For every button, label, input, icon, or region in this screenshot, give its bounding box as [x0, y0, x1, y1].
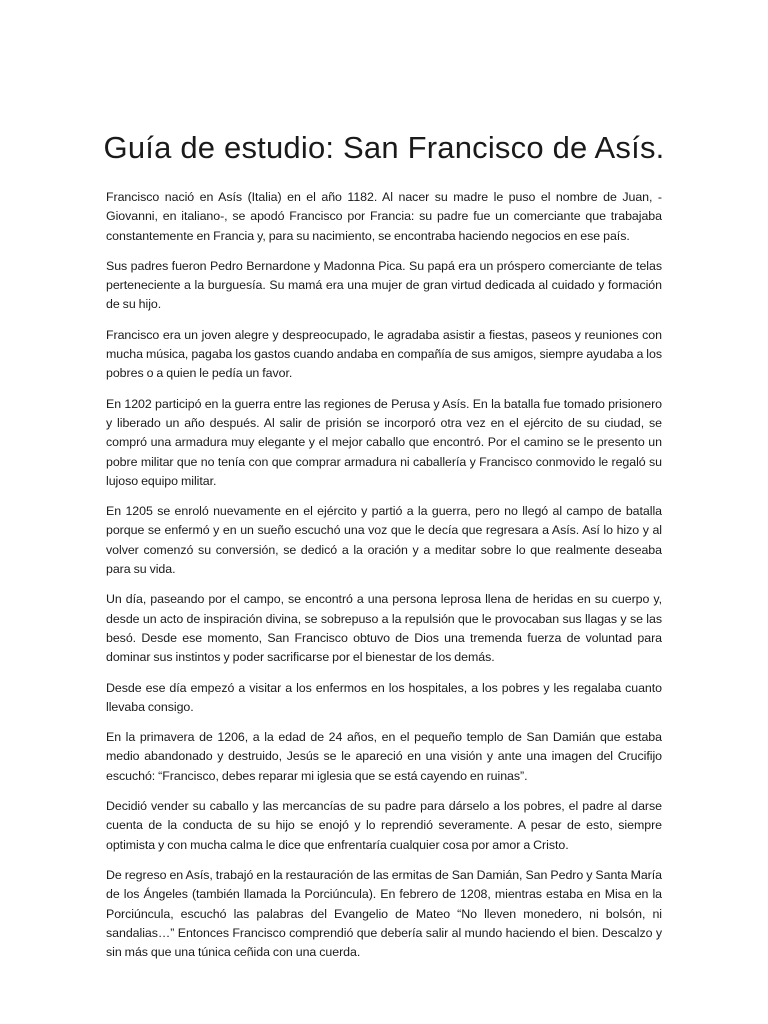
paragraph-9: Decidió vender su caballo y las mercancías de su padre para dárselo a los pobres, el padre al darse cuenta de la conducta de su hijo se enojó y lo reprendió severamente. A pesar de esto, siempre optimista y con mucha calma le dice que enfrentaría cualquier cosa por amor a Cristo. [106, 799, 662, 852]
paragraph-4: En 1202 participó en la guerra entre las regiones de Perusa y Asís. En la batalla fue tomado prisionero y liberado un año después. Al salir de prisión se incorporó otra vez en el ejército de su ciudad, se compró una armadura muy elegante y el mejor caballo que encontró. Por el camino se le presento un pobre militar que no tenía con que comprar armadura ni caballería y Francisco conmovido le regaló su lujoso equipo militar. [106, 396, 662, 488]
document-title: Guía de estudio: San Francisco de Asís. [103, 130, 665, 165]
paragraph-8: En la primavera de 1206, a la edad de 24 años, en el pequeño templo de San Damián que estaba medio abandonado y destruido, Jesús se le apareció en una visión y ante una imagen del Crucifijo escuchó: “Francisco, debes reparar mi iglesia que se está cayendo en ruinas”. [106, 730, 662, 783]
paragraph-5: En 1205 se enroló nuevamente en el ejército y partió a la guerra, pero no llegó al campo de batalla porque se enfermó y en un sueño escuchó una voz que le decía que regresara a Asís. Así lo hizo y al volver comenzó su conversión, se dedicó a la oración y a meditar sobre lo que realmente deseaba para su vida. [106, 504, 662, 577]
paragraph-3: Francisco era un joven alegre y despreocupado, le agradaba asistir a fiestas, paseos y reuniones con mucha música, pagaba los gastos cuando andaba en compañía de sus amigos, siempre ayudaba a los pobres o a quien le pedía un favor. [106, 327, 662, 381]
paragraph-2: Sus padres fueron Pedro Bernardone y Madonna Pica. Su papá era un próspero comerciante de telas perteneciente a la burguesía. Su mamá era una mujer de gran virtud dedicada al cuidado y formación de su hijo. [106, 258, 662, 312]
paragraph-10: De regreso en Asís, trabajó en la restauración de las ermitas de San Damián, San Pedro y Santa María de los Ángeles (también llamada la Porciúncula). En febrero de 1208, mientras estaba en Misa en la Porciúncula, escuchó las palabras del Evangelio de Mateo “No lleven monedero, ni bolsón, ni sandalias…” Entonces Francisco comprendió que debería salir al mundo haciendo el bien. Descalzo y sin más que una túnica ceñida con una cuerda. [106, 867, 662, 960]
paragraph-1: Francisco nació en Asís (Italia) en el año 1182. Al nacer su madre le puso el nombre de Juan, -Giovanni, en italiano-, se apodó Francisco por Francia: su padre fue un comerciante que trabajaba constantemente en Francia y, para su nacimiento, se encontraba haciendo negocios en ese país. [106, 190, 662, 243]
document-body [106, 188, 662, 973]
paragraph-7: Desde ese día empezó a visitar a los enfermos en los hospitales, a los pobres y les regalaba cuanto llevaba consigo. [106, 680, 662, 714]
paragraph-6: Un día, paseando por el campo, se encontró a una persona leprosa llena de heridas en su cuerpo y, desde un acto de inspiración divina, se sobrepuso a la repulsión que le provocaban sus llagas y se las besó. Desde ese momento, San Francisco obtuvo de Dios una tremenda fuerza de voluntad para dominar sus instintos y poder sacrificarse por el bienestar de los demás. [106, 592, 662, 665]
